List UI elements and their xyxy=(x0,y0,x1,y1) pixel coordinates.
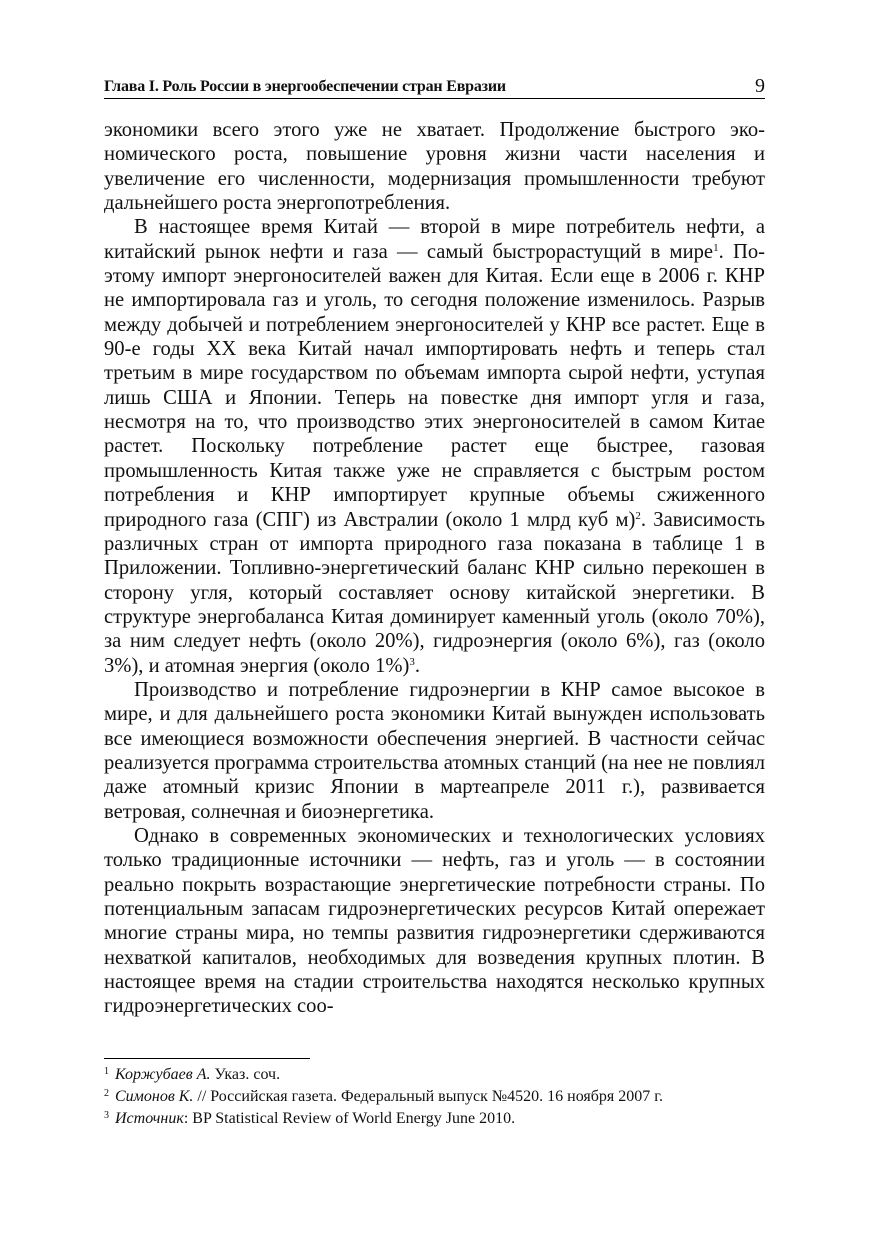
paragraph-2-part-d: . xyxy=(414,654,421,677)
paragraph-2 xyxy=(104,215,765,678)
footnote-number: 3 xyxy=(104,1110,109,1121)
chapter-title: Глава I. Роль России в энергообеспечении стран Евразии xyxy=(104,78,506,95)
footnote-text: Указ. соч. xyxy=(210,1066,281,1083)
paragraph-3: Производство и потребление гидроэнергии в КНР самое высокое в мире, и для дальнейшего роста экономики Китай вынужден использовать все имеющиеся возможности обеспечения энергией. В частности сейчас реализуется программа строительства атомных станций (на нее не повлиял даже атомный кризис Японии в мартеапреле 2011 г.), развивается ветровая, солнечная и биоэнергетика. xyxy=(104,678,765,823)
footnote-number: 2 xyxy=(104,1088,109,1099)
footnote-separator xyxy=(104,1058,310,1059)
paragraph-1: экономики всего этого уже не хватает. Продолжение быстрого экономического роста, повышение уровня жизни части населения и увеличение его численности, модернизация промышленности требуют дальнейшего роста энергопотребления. xyxy=(104,119,765,215)
page-number: 9 xyxy=(755,75,765,97)
footnotes xyxy=(104,1064,765,1130)
paragraph-4: Однако в современных экономических и технологических условиях только традиционные источники — нефть, газ и уголь — в состоянии реально покрыть возрастающие энергетические потребности страны. По потенциальным запасам гидроэнергетических ресурсов Китай опережает многие страны мира, но темпы развития гидроэнергетики сдерживаются нехваткой капиталов, необходимых для возведения крупных плотин. В настоящее время на стадии строительства находятся несколько крупных гидроэнергетических соо- xyxy=(104,824,765,1018)
paragraph-2-part-c: . Зависимость различных стран от импорта природного газа показана в таблице 1 в Приложении. Топливно-энергетический баланс КНР сильно перекошен в сторону угля, который составляет основу китайской энергетики. В структуре энергобаланса Китая доминирует каменный уголь (около 70%), за ним следует нефть (около 20%), гидроэнергия (около 6%), газ (около 3%), и атомная энергия (около 1%) xyxy=(104,508,765,677)
paragraph-2-part-a: В настоящее время Китай — второй в мире потребитель нефти, а китайский рынок нефти и газа — самый быстрорастущий в мире xyxy=(104,216,765,263)
footnote-number: 1 xyxy=(104,1066,109,1077)
paragraph-2-part-b: . Поэтому импорт энергоносителей важен для Китая. Если еще в 2006 г. КНР не импортировала газ и уголь, то сегодня положение изменилось. Разрыв между добычей и потреблением энергоносителей у КНР все растет. Еще в 90-е годы XX века Китай начал импортировать нефть и теперь стал третьим в мире государством по объемам импорта сырой нефти, уступая лишь США и Японии. Теперь на повестке дня импорт угля и газа, несмотря на то, что производство этих энергоносителей в самом Китае растет. Поскольку потребление растет еще быстрее, газовая промышленность Китая также уже не справляется с быстрым ростом потребления и КНР импортирует крупные объемы сжиженного природного газа (СПГ) из Австралии (около 1 млрд куб м) xyxy=(104,240,765,531)
footnote-author: Источник xyxy=(115,1110,184,1127)
footnote-text: // Российская газета. Федеральный выпуск №4520. 16 ноября 2007 г. xyxy=(193,1088,664,1105)
footnote-author: Симонов К. xyxy=(115,1088,194,1105)
footnote-text: : BP Statistical Review of World Energy June 2010. xyxy=(183,1110,516,1127)
footnote-2 xyxy=(104,1086,765,1108)
footnote-ref-3: 3 xyxy=(409,655,415,668)
main-text xyxy=(104,118,765,1019)
footnote-1 xyxy=(104,1064,765,1086)
footnote-author: Коржубаев А. xyxy=(115,1066,211,1083)
footnote-3 xyxy=(104,1108,765,1130)
footnote-ref-1: 1 xyxy=(713,241,719,254)
running-header xyxy=(104,72,765,99)
footnote-ref-2: 2 xyxy=(635,509,641,522)
